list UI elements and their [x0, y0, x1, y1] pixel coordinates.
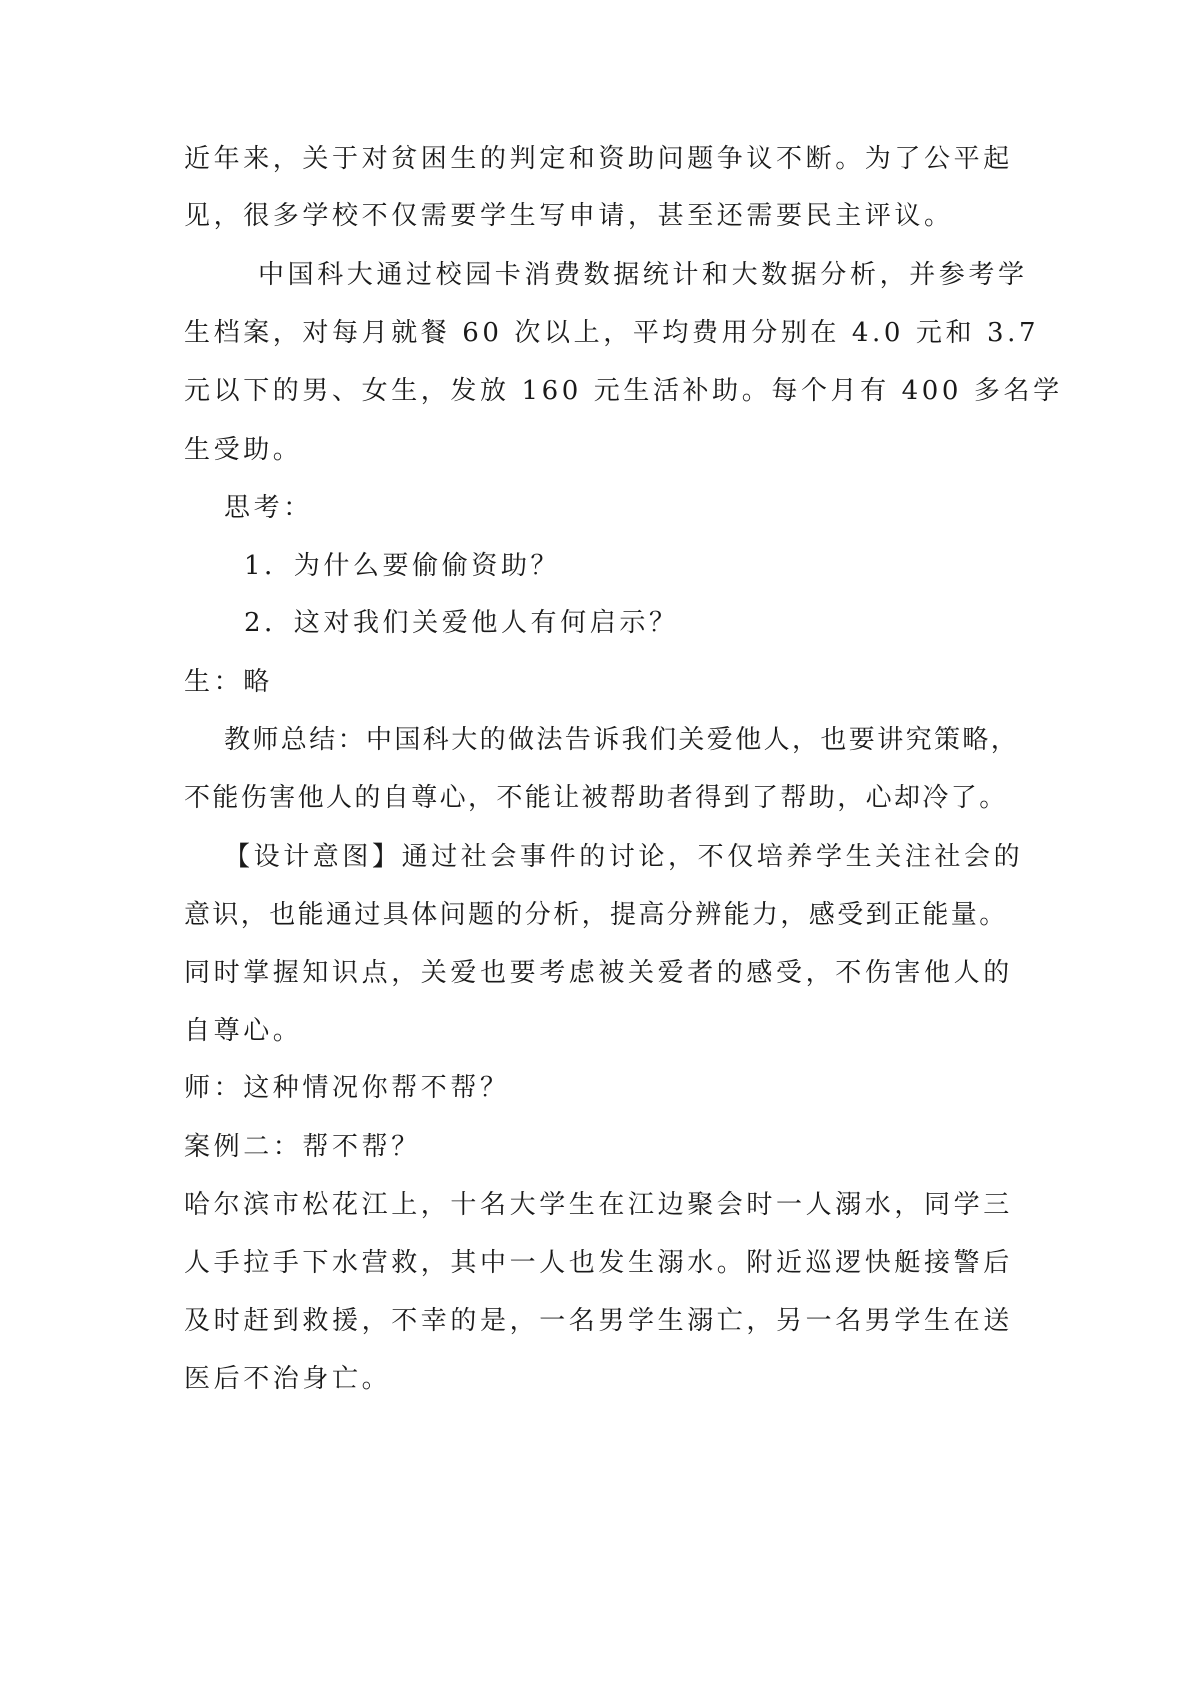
- think-label: 思考：: [224, 493, 313, 523]
- question-1: 1．为什么要偷偷资助？: [244, 551, 561, 581]
- case-2-line-3: 及时赶到救援，不幸的是，一名男学生溺亡，另一名男学生在送: [184, 1306, 1013, 1336]
- paragraph-ustc-line-3: 元以下的男、女生，发放 160 元生活补助。每个月有 400 多名学: [184, 376, 1063, 406]
- case-2-title: 案例二：帮不帮？: [184, 1132, 421, 1162]
- design-intent-line-3: 同时掌握知识点，关爱也要考虑被关爱者的感受，不伤害他人的: [184, 958, 1013, 988]
- design-intent-line-2: 意识，也能通过具体问题的分析，提高分辨能力，感受到正能量。: [184, 900, 1008, 930]
- teacher-summary-line-2: 不能伤害他人的自尊心，不能让被帮助者得到了帮助，心却冷了。: [184, 783, 1008, 813]
- teacher-summary-line-1: 教师总结：中国科大的做法告诉我们关爱他人，也要讲究策略，: [224, 725, 1020, 755]
- paragraph-ustc-line-1: 中国科大通过校园卡消费数据统计和大数据分析，并参考学: [258, 260, 1028, 290]
- question-2: 2．这对我们关爱他人有何启示？: [244, 608, 679, 638]
- paragraph-ustc-line-2: 生档案，对每月就餐 60 次以上，平均费用分别在 4.0 元和 3.7: [184, 318, 1040, 348]
- paragraph-intro-line-1: 近年来，关于对贫困生的判定和资助问题争议不断。为了公平起: [184, 144, 1013, 174]
- paragraph-intro-line-2: 见，很多学校不仅需要学生写申请，甚至还需要民主评议。: [184, 201, 954, 231]
- design-intent-line-1: 【设计意图】通过社会事件的讨论，不仅培养学生关注社会的: [224, 842, 1024, 872]
- case-2-line-4: 医后不治身亡。: [184, 1364, 392, 1394]
- paragraph-ustc-line-4: 生受助。: [184, 435, 303, 465]
- case-2-line-1: 哈尔滨市松花江上，十名大学生在江边聚会时一人溺水，同学三: [184, 1190, 1013, 1220]
- case-2-line-2: 人手拉手下水营救，其中一人也发生溺水。附近巡逻快艇接警后: [184, 1248, 1013, 1278]
- teacher-question: 师：这种情况你帮不帮？: [184, 1073, 510, 1103]
- student-answer: 生：略: [184, 667, 273, 697]
- design-intent-line-4: 自尊心。: [184, 1016, 303, 1046]
